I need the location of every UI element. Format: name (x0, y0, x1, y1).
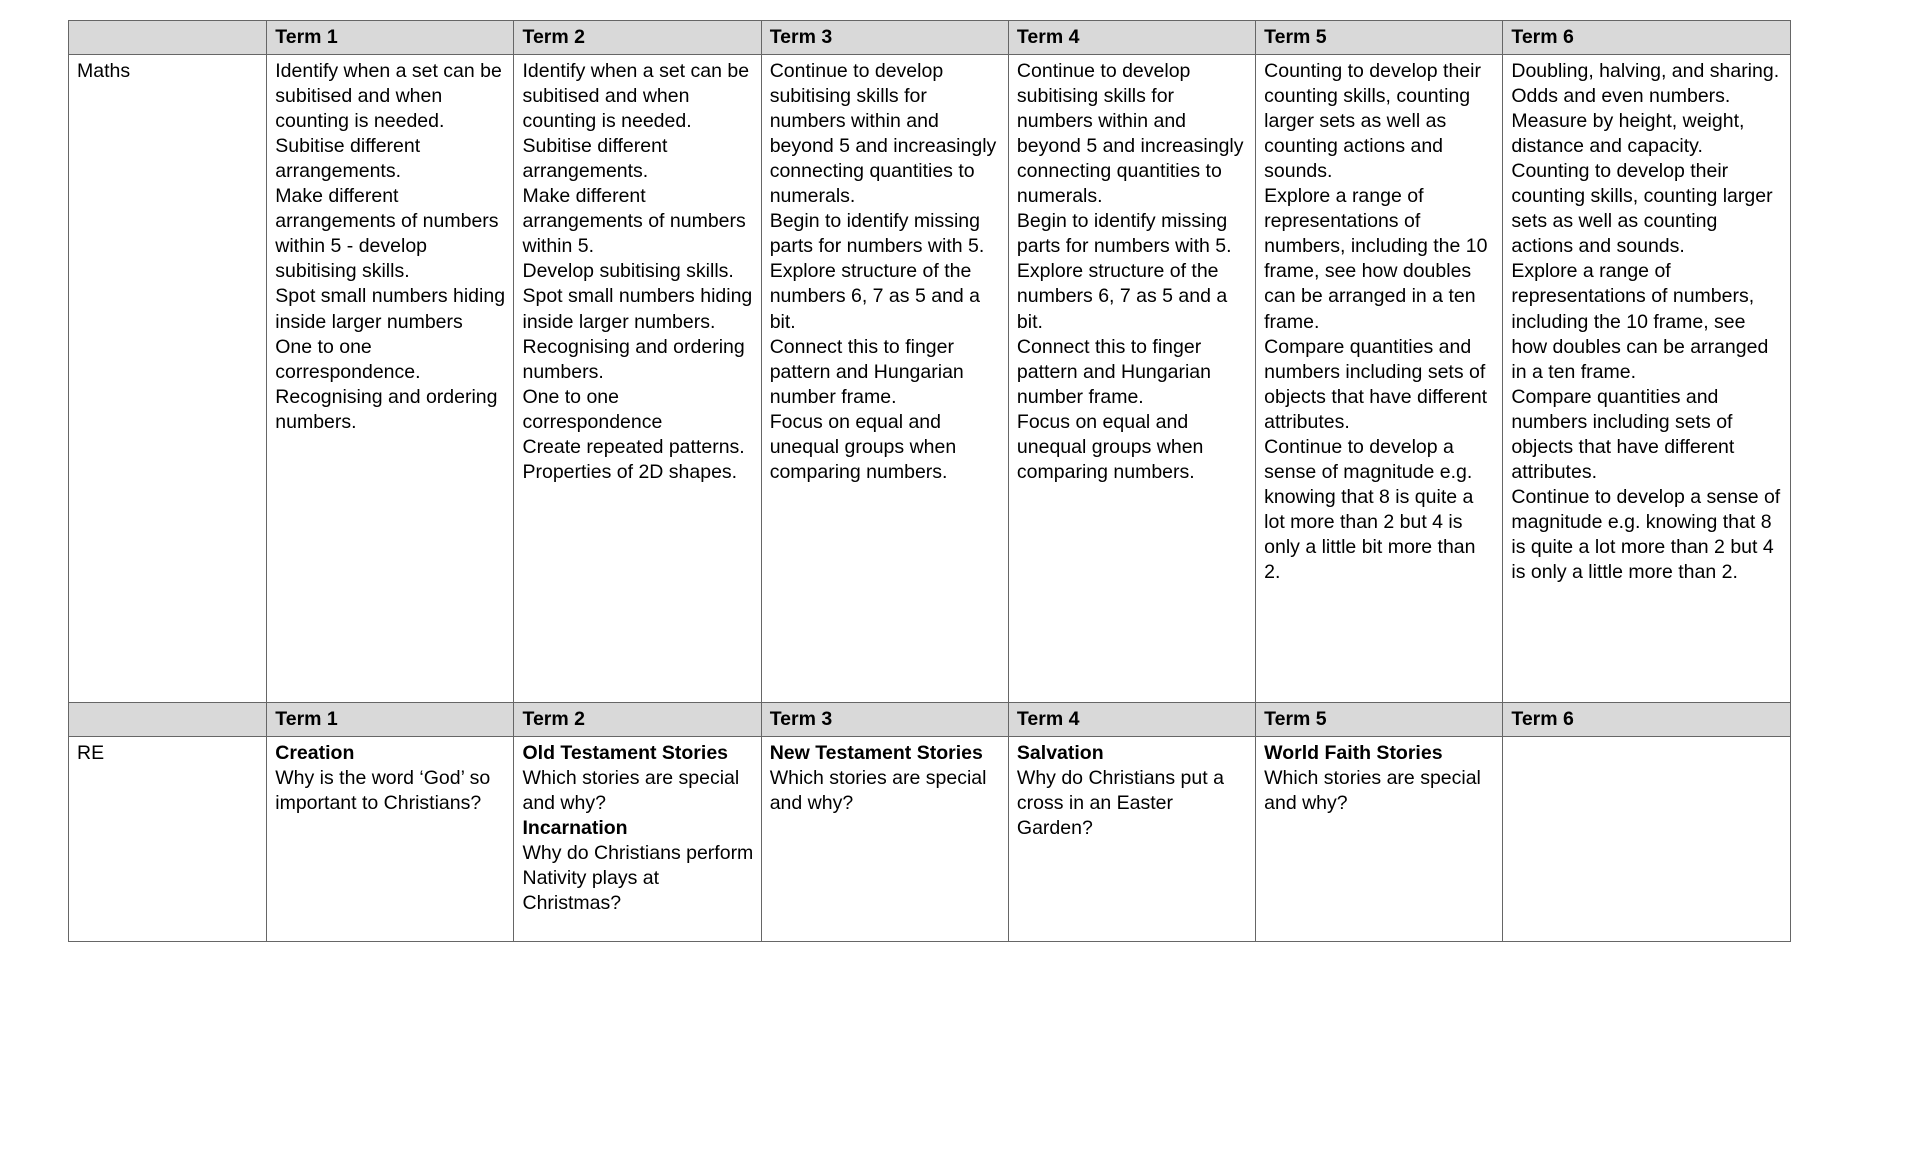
cell-line: Continue to develop a sense of magnitude e.g. knowing that 8 is quite a lot more than 2 but 4 is only a little more than 2. (1511, 485, 1781, 583)
cell-line: Why do Christians perform Nativity plays at Christmas? (522, 842, 754, 915)
cell-line: Continue to develop subitising skills for numbers within and beyond 5 and increasingly connecting quantities to numerals. (769, 60, 997, 208)
term-header-cell-4: Term 4 (1008, 21, 1255, 55)
cell-re-term-2 (514, 737, 761, 942)
cell-line: Develop subitising skills. (522, 260, 734, 283)
term-header-cell-5: Term 5 (1256, 703, 1503, 737)
cell-line: Which stories are special and why? (769, 767, 987, 815)
cell-line: Connect this to finger pattern and Hungarian number frame. (769, 335, 964, 408)
cell-line: Explore a range of representations of numbers, including the 10 frame, see how doubles can be arranged in a ten frame. (1511, 260, 1769, 383)
cell-line: Begin to identify missing parts for numbers with 5. (769, 210, 985, 258)
cell-maths-term-2 (514, 55, 761, 703)
cell-content (275, 741, 506, 816)
cell-re-term-3 (761, 737, 1008, 942)
cell-line: Why is the word ‘God’ so important to Christians? (275, 767, 491, 815)
cell-line: Identify when a set can be subitised and when counting is needed. (275, 60, 502, 133)
cell-line: Counting to develop their counting skills, counting larger sets as well as counting actions and sounds. (1264, 60, 1481, 183)
cell-line: Spot small numbers hiding inside larger numbers (275, 285, 506, 333)
cell-content (1511, 59, 1783, 585)
term-header-cell-3: Term 3 (761, 21, 1008, 55)
cell-maths-term-1 (267, 55, 514, 703)
cell-line: Compare quantities and numbers including sets of objects that have different attributes. (1264, 335, 1488, 433)
term-header-cell-2: Term 2 (514, 21, 761, 55)
cell-re-term-6 (1503, 737, 1791, 942)
term-header-cell-1: Term 1 (267, 703, 514, 737)
cell-re-term-4 (1008, 737, 1255, 942)
term-header-cell-1: Term 1 (267, 21, 514, 55)
term-header-corner-cell (69, 703, 267, 737)
cell-maths-term-4 (1008, 55, 1255, 703)
cell-content (1017, 741, 1248, 841)
cell-content (1264, 741, 1495, 816)
curriculum-table (68, 20, 1791, 942)
term-header-corner-cell (69, 21, 267, 55)
cell-line: Counting to develop their counting skills, counting larger sets as well as counting actions and sounds. (1511, 160, 1773, 258)
cell-content (1264, 59, 1495, 585)
cell-line: Make different arrangements of numbers within 5. (522, 185, 746, 258)
term-header-cell-3: Term 3 (761, 703, 1008, 737)
cell-line: Old Testament Stories (522, 742, 729, 765)
cell-line: World Faith Stories (1264, 742, 1443, 765)
cell-line: Which stories are special and why? (522, 767, 740, 815)
cell-line: One to one correspondence (522, 385, 663, 433)
cell-line: Subitise different arrangements. (522, 135, 668, 183)
table-row (69, 737, 1791, 942)
cell-content (522, 741, 753, 916)
cell-line: Connect this to finger pattern and Hungarian number frame. (1016, 335, 1211, 408)
cell-line: Spot small numbers hiding inside larger numbers. (522, 285, 753, 333)
cell-content (275, 59, 506, 435)
cell-line: Continue to develop a sense of magnitude e.g. knowing that 8 is quite a lot more than 2 but 4 is only a little bit more than 2. (1264, 435, 1476, 583)
cell-line: Which stories are special and why? (1264, 767, 1481, 815)
subject-label-re: RE (69, 737, 267, 942)
cell-line: Incarnation (522, 817, 628, 840)
cell-maths-term-6 (1503, 55, 1791, 703)
cell-line: Focus on equal and unequal groups when comparing numbers. (1016, 410, 1204, 483)
term-header-cell-6: Term 6 (1503, 703, 1791, 737)
cell-line: Why do Christians put a cross in an Easter Garden? (1016, 767, 1224, 840)
cell-line: Begin to identify missing parts for numbers with 5. Explore structure of the numbers 6, 7 as 5 and a bit. (1016, 210, 1232, 333)
cell-line: Subitise different arrangements. (275, 135, 421, 183)
cell-line: Focus on equal and unequal groups when comparing numbers. (769, 410, 957, 483)
cell-re-term-5 (1256, 737, 1503, 942)
term-header-cell-2: Term 2 (514, 703, 761, 737)
cell-line: Identify when a set can be subitised and when counting is needed. (522, 60, 750, 133)
cell-line: Explore a range of representations of numbers, including the 10 frame, see how doubles can be arranged in a ten frame. (1264, 185, 1488, 333)
cell-line: Recognising and ordering numbers. (522, 335, 745, 383)
cell-line: New Testament Stories (769, 742, 983, 765)
cell-line: Properties of 2D shapes. (522, 460, 738, 483)
cell-line: Make different arrangements of numbers within 5 - develop subitising skills. (275, 185, 499, 283)
cell-content (770, 741, 1001, 816)
term-header-cell-5: Term 5 (1256, 21, 1503, 55)
cell-line: Explore structure of the numbers 6, 7 as 5 and a bit. (769, 260, 981, 333)
cell-maths-term-3 (761, 55, 1008, 703)
term-header-row (69, 21, 1791, 55)
term-header-cell-4: Term 4 (1008, 703, 1255, 737)
cell-line: Doubling, halving, and sharing. Odds and even numbers. Measure by height, weight, distance and capacity. (1511, 60, 1780, 158)
table-row (69, 55, 1791, 703)
cell-content (522, 59, 753, 485)
cell-line: Create repeated patterns. (522, 435, 745, 458)
cell-line: Salvation (1016, 742, 1104, 765)
subject-label-maths: Maths (69, 55, 267, 703)
cell-line: Compare quantities and numbers including sets of objects that have different attributes. (1511, 385, 1735, 483)
cell-line: Recognising and ordering numbers. (275, 385, 498, 433)
cell-content (1017, 59, 1248, 485)
cell-line: Continue to develop subitising skills for numbers within and beyond 5 and increasingly connecting quantities to numerals. (1016, 60, 1244, 208)
cell-content (770, 59, 1001, 485)
cell-line: Creation (275, 742, 355, 765)
term-header-row (69, 703, 1791, 737)
term-header-cell-6: Term 6 (1503, 21, 1791, 55)
cell-maths-term-5 (1256, 55, 1503, 703)
cell-re-term-1 (267, 737, 514, 942)
cell-line: One to one correspondence. (275, 335, 421, 383)
